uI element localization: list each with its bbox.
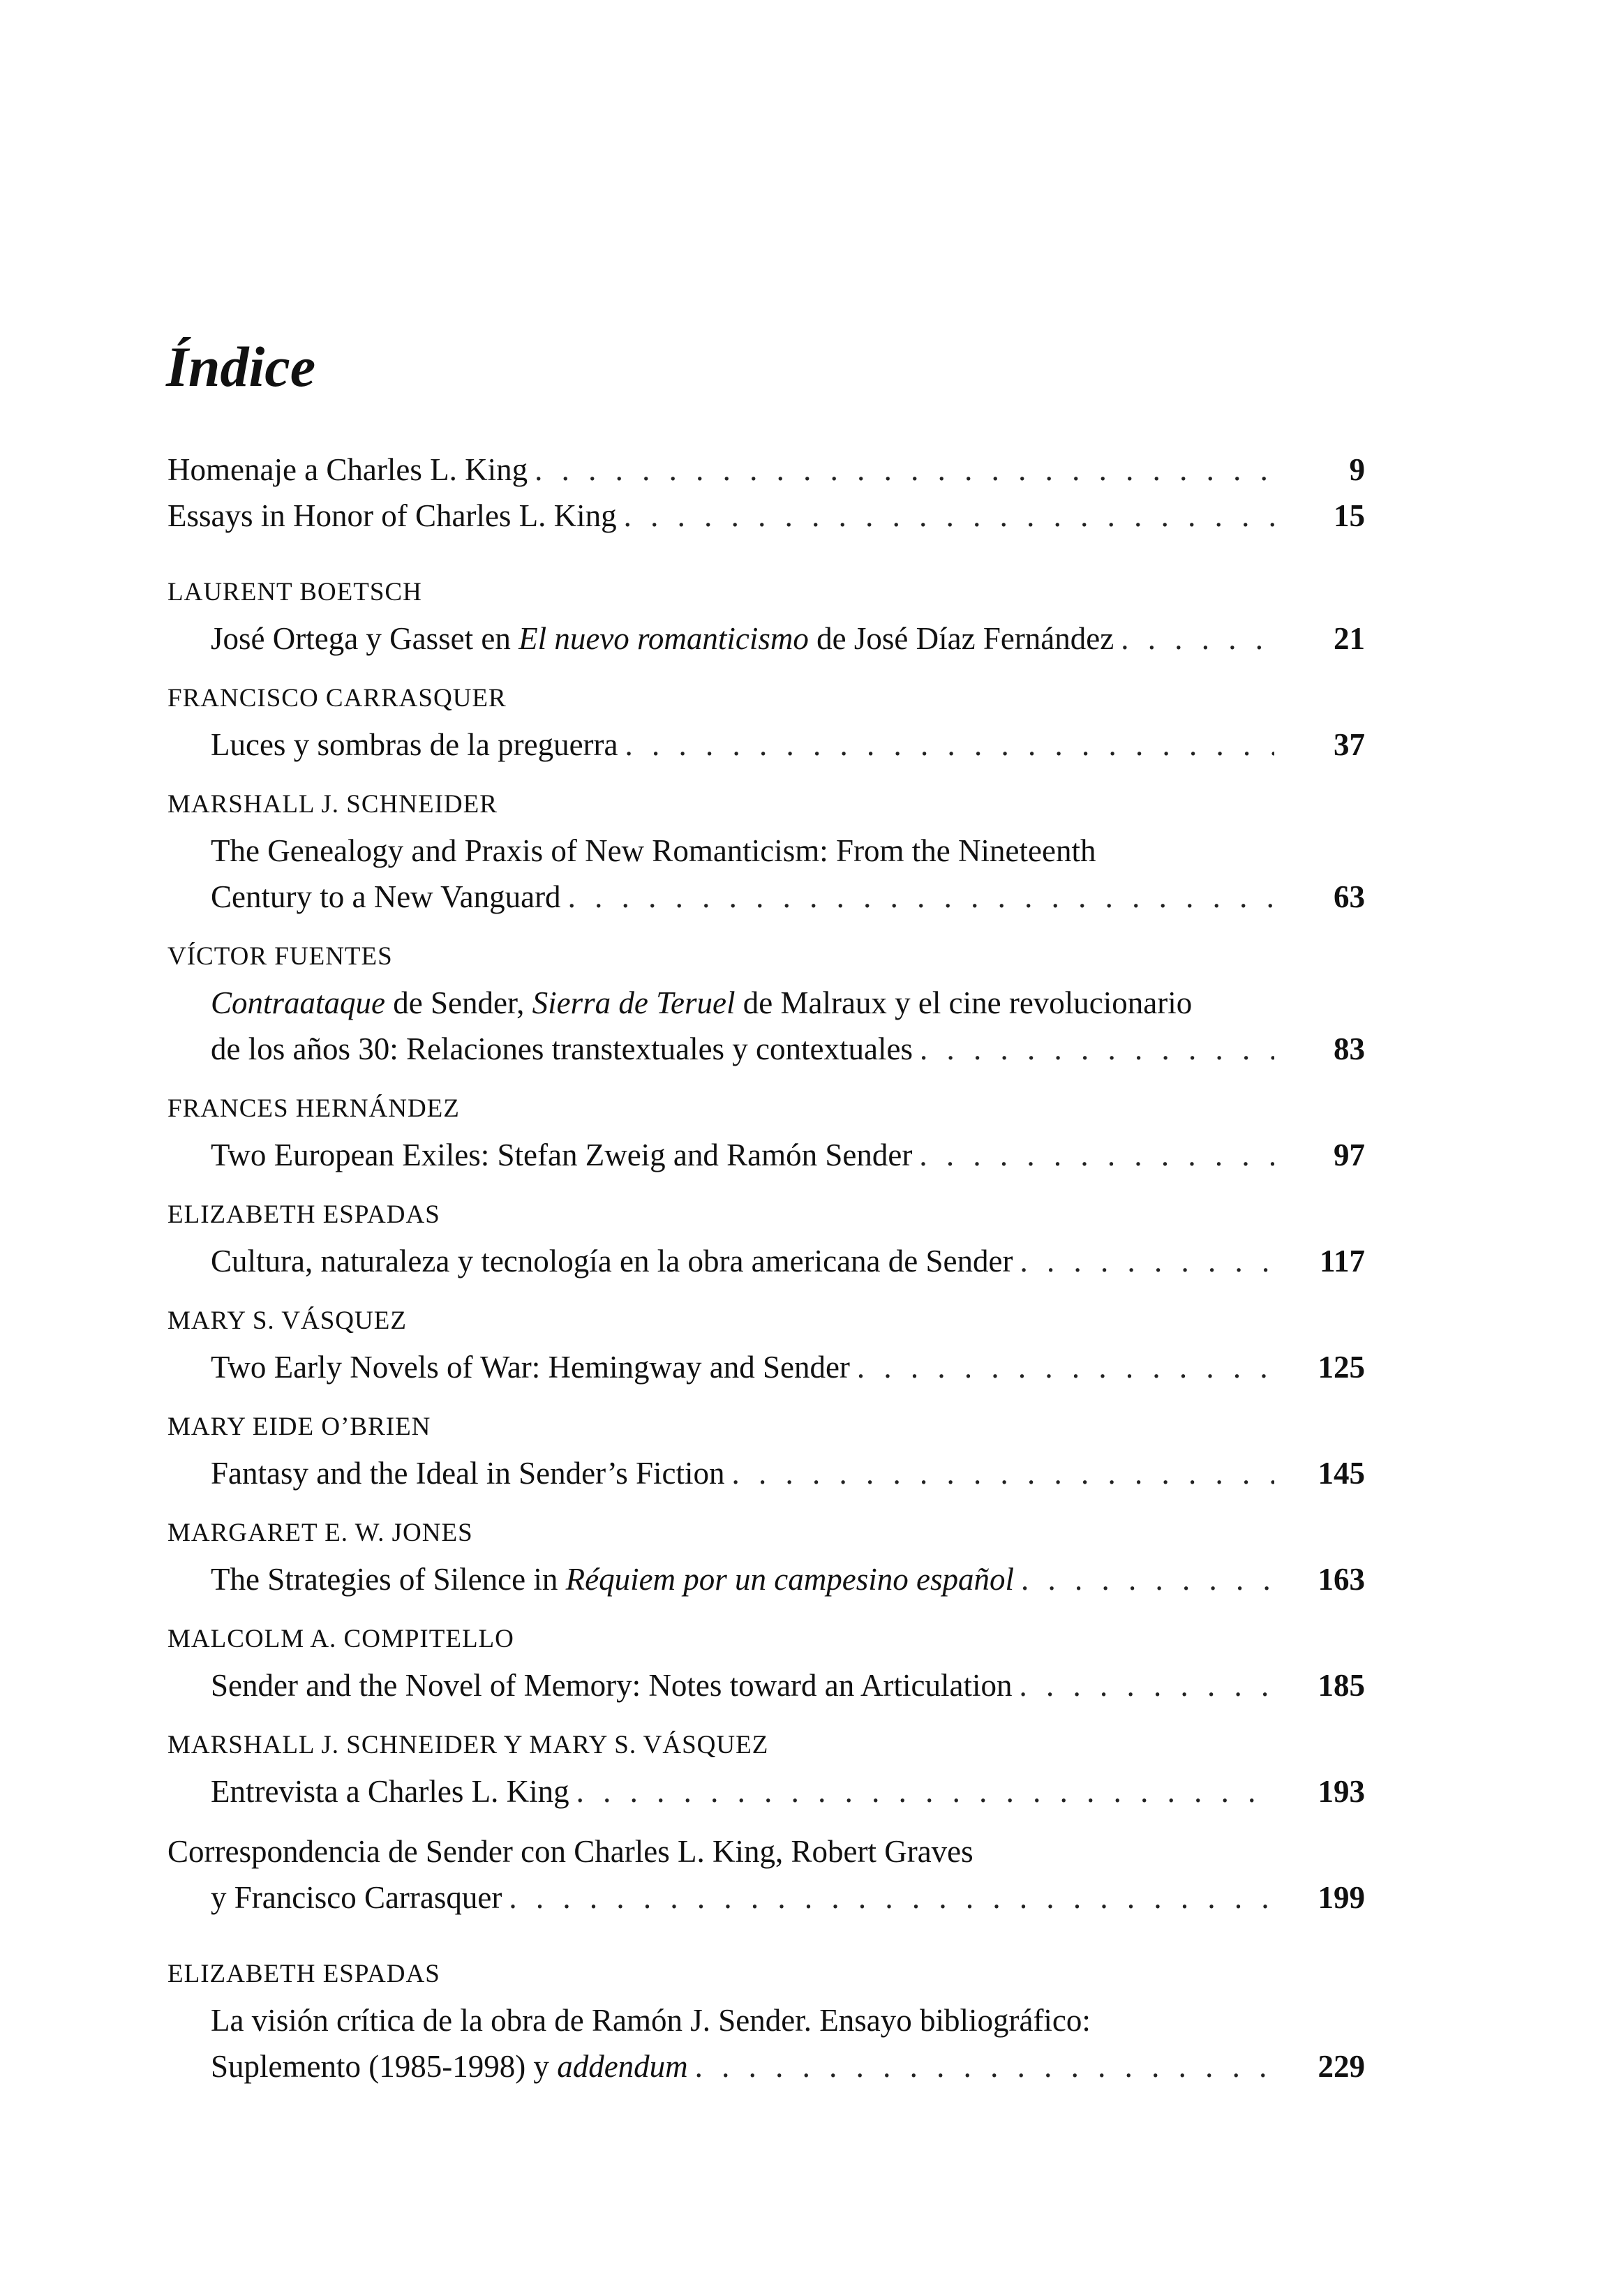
entry-title: Homenaje a Charles L. King [167,452,528,487]
leader-dots [568,874,1274,920]
toc-entry[interactable] [167,1662,1365,1708]
entry-title: Two European Exiles: Stefan Zweig and Ramón Sender [211,1138,913,1172]
page-number: 163 [1318,1562,1365,1597]
author-name: MALCOLM A. COMPITELLO [167,1625,514,1653]
leader-dots [732,1450,1274,1496]
entry-title: y Francisco Carrasquer [211,1880,502,1915]
author-name: FRANCISCO CARRASQUER [167,684,507,713]
entry-title-line: Correspondencia de Sender con Charles L. King, Robert Graves [167,1834,973,1869]
entry-title-line: Contraataque de Sender, Sierra de Teruel de Malraux y el cine revolucionario [211,985,1193,1020]
leader-dots [509,1874,1274,1921]
page-number: 145 [1318,1456,1365,1491]
author-name: LAURENT BOETSCH [167,578,422,606]
table-of-contents [167,447,1365,2089]
toc-entry[interactable] [167,1768,1365,1814]
entry-title: Essays in Honor of Charles L. King [167,498,617,533]
entry-title: Luces y sombras de la preguerra [211,727,618,762]
leader-dots [1020,1238,1274,1284]
toc-entry-essays[interactable] [167,493,1365,539]
leader-dots [857,1344,1274,1390]
entry-title-line: La visión crítica de la obra de Ramón J. Sender. Ensayo bibliográfico: [211,2003,1091,2038]
page-number: 117 [1319,1244,1365,1279]
toc-entry[interactable] [167,1238,1365,1284]
leader-dots [624,493,1274,539]
entry-title: Fantasy and the Ideal in Sender’s Fiction [211,1456,725,1491]
leader-dots [1121,616,1274,662]
entry-title-line: The Genealogy and Praxis of New Romanticism: From the Nineteenth [211,833,1096,868]
page-number: 97 [1334,1138,1365,1172]
author-name: MARSHALL J. SCHNEIDER Y MARY S. VÁSQUEZ [167,1731,769,1759]
toc-entry[interactable] [167,2043,1365,2089]
leader-dots [1021,1556,1274,1602]
entry-title: José Ortega y Gasset en El nuevo romanticismo de José Díaz Fernández [211,621,1114,656]
toc-entry[interactable] [167,1132,1365,1178]
leader-dots [920,1026,1274,1072]
toc-entry[interactable] [167,1450,1365,1496]
page-number: 63 [1334,879,1365,914]
toc-entry[interactable] [167,1026,1365,1072]
page-number: 37 [1334,727,1365,762]
page-title: Índice [166,335,316,398]
entry-title: Sender and the Novel of Memory: Notes toward an Articulation [211,1668,1013,1703]
entry-title: Century to a New Vanguard [211,879,561,914]
author-name: MARSHALL J. SCHNEIDER [167,790,498,819]
entry-title: Entrevista a Charles L. King [211,1774,569,1809]
page-number: 83 [1334,1031,1365,1066]
page-number: 229 [1318,2049,1365,2084]
page-number: 199 [1318,1880,1365,1915]
entry-title: Two Early Novels of War: Hemingway and Sender [211,1350,850,1385]
author-name: ELIZABETH ESPADAS [167,1960,440,1988]
page-number: 21 [1334,621,1365,656]
page-number: 193 [1318,1774,1365,1809]
toc-entry[interactable] [167,1874,1365,1921]
page-number: 15 [1334,498,1365,533]
leader-dots [695,2043,1274,2089]
author-name: ELIZABETH ESPADAS [167,1200,440,1229]
author-name: MARY S. VÁSQUEZ [167,1306,407,1335]
toc-entry[interactable] [167,1344,1365,1390]
toc-entry-homenaje[interactable] [167,447,1365,493]
page-number: 9 [1349,452,1365,487]
toc-entry[interactable] [167,616,1365,662]
author-name: MARGARET E. W. JONES [167,1519,473,1547]
entry-title: The Strategies of Silence in Réquiem por un campesino español [211,1562,1015,1597]
leader-dots [535,447,1274,493]
entry-title: de los años 30: Relaciones transtextuales y contextuales [211,1031,913,1066]
author-name: MARY EIDE O’BRIEN [167,1412,431,1441]
leader-dots [576,1768,1274,1814]
author-name: FRANCES HERNÁNDEZ [167,1094,460,1123]
leader-dots [625,722,1274,768]
toc-entry[interactable] [167,874,1365,920]
toc-entry[interactable] [167,722,1365,768]
author-name: VÍCTOR FUENTES [167,942,393,971]
leader-dots [1019,1662,1274,1708]
toc-entry[interactable] [167,1556,1365,1602]
leader-dots [919,1132,1274,1178]
page-number: 185 [1318,1668,1365,1703]
entry-title: Cultura, naturaleza y tecnología en la obra americana de Sender [211,1244,1013,1279]
page-number: 125 [1318,1350,1365,1385]
entry-title: Suplemento (1985-1998) y addendum [211,2049,688,2084]
